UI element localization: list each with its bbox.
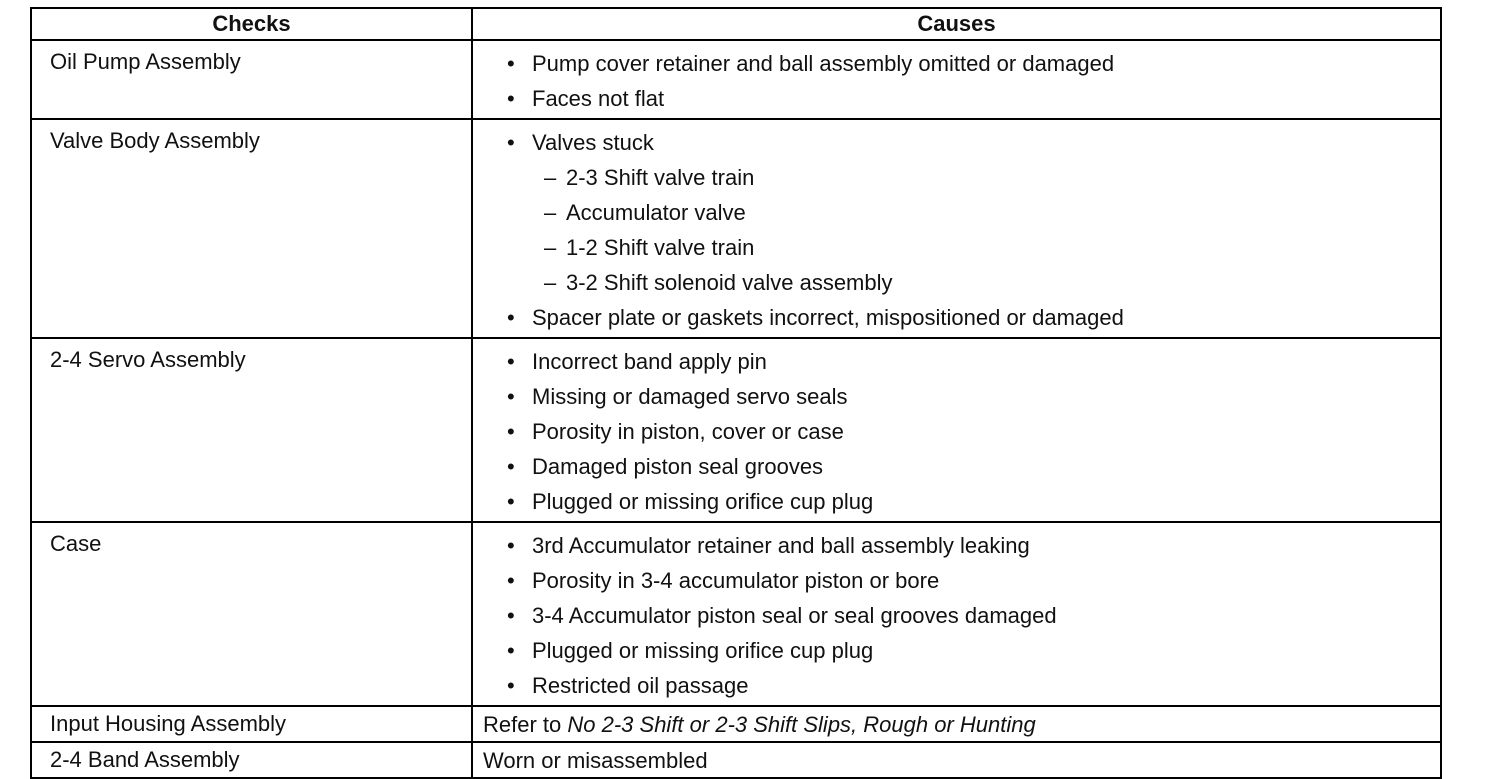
causes-cell (472, 119, 1441, 338)
causes-cell (472, 706, 1441, 742)
table-row (31, 119, 1441, 338)
cause-item: • Plugged or missing orifice cup plug (473, 633, 1440, 668)
cause-subitem: – 1-2 Shift valve train (473, 230, 1440, 265)
table-row (31, 338, 1441, 522)
causes-cell: Worn or misassembled (472, 742, 1441, 778)
causes-list (473, 344, 1440, 519)
check-cell: Input Housing Assembly (31, 706, 472, 742)
refer-prefix: Refer to (483, 712, 568, 737)
causes-cell (472, 338, 1441, 522)
table-row (31, 742, 1441, 778)
cause-item: • Valves stuck (473, 125, 1440, 160)
checks-causes-table (30, 7, 1442, 779)
cause-item: • Spacer plate or gaskets incorrect, mispositioned or damaged (473, 300, 1440, 335)
refer-target: No 2-3 Shift or 2-3 Shift Slips, Rough or Hunting (567, 712, 1036, 737)
cause-item: • Restricted oil passage (473, 668, 1440, 703)
check-cell: 2-4 Servo Assembly (31, 338, 472, 522)
check-cell: 2-4 Band Assembly (31, 742, 472, 778)
cause-subitem: – Accumulator valve (473, 195, 1440, 230)
cause-item: • Pump cover retainer and ball assembly omitted or damaged (473, 46, 1440, 81)
causes-list (473, 125, 1440, 335)
cause-subitem: – 3-2 Shift solenoid valve assembly (473, 265, 1440, 300)
cause-item: • Incorrect band apply pin (473, 344, 1440, 379)
causes-column-header: Causes (472, 8, 1441, 40)
table-header-row (31, 8, 1441, 40)
table-row (31, 706, 1441, 742)
causes-cell (472, 40, 1441, 119)
cause-subitem: – 2-3 Shift valve train (473, 160, 1440, 195)
cause-item: • Porosity in 3-4 accumulator piston or bore (473, 563, 1440, 598)
cause-item: • Porosity in piston, cover or case (473, 414, 1440, 449)
checks-column-header: Checks (31, 8, 472, 40)
causes-list (473, 46, 1440, 116)
diagnosis-table-document (30, 7, 1440, 779)
cause-item: • 3-4 Accumulator piston seal or seal grooves damaged (473, 598, 1440, 633)
cause-item: • 3rd Accumulator retainer and ball assembly leaking (473, 528, 1440, 563)
cause-item: • Plugged or missing orifice cup plug (473, 484, 1440, 519)
check-cell: Case (31, 522, 472, 706)
table-row (31, 40, 1441, 119)
cause-item: • Damaged piston seal grooves (473, 449, 1440, 484)
cause-item: • Missing or damaged servo seals (473, 379, 1440, 414)
causes-list (473, 528, 1440, 703)
causes-cell (472, 522, 1441, 706)
cause-item: • Faces not flat (473, 81, 1440, 116)
table-row (31, 522, 1441, 706)
check-cell: Oil Pump Assembly (31, 40, 472, 119)
check-cell: Valve Body Assembly (31, 119, 472, 338)
